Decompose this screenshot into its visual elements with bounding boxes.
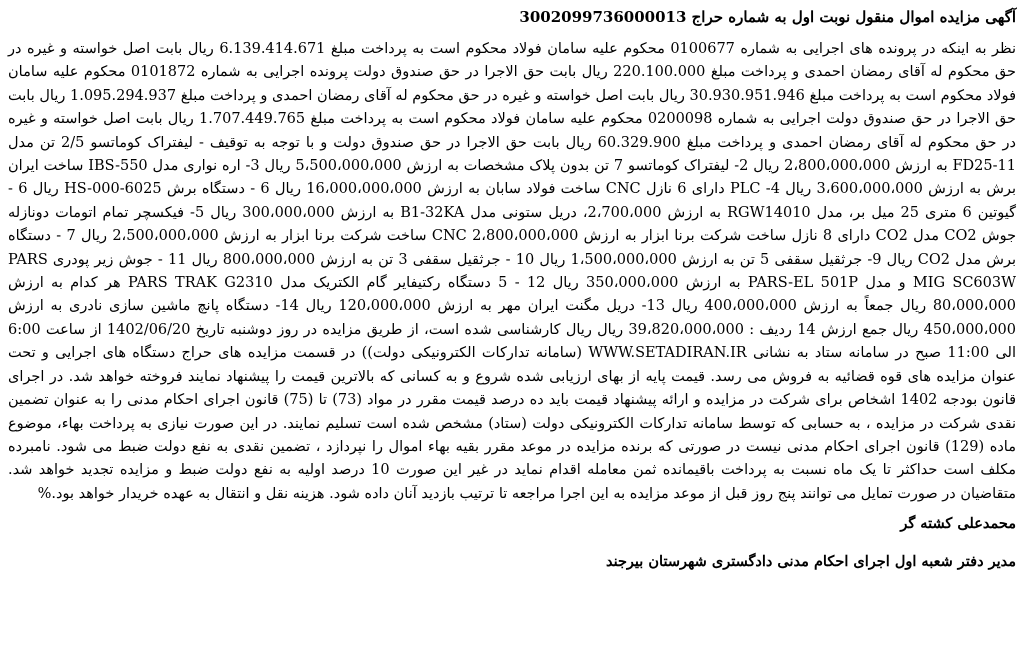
- auction-notice: [8, 6, 1016, 573]
- notice-title: آگهی مزایده اموال منقول نوبت اول به شماره حراج 3002099736000013: [519, 8, 1016, 26]
- notice-body: نظر به اینکه در پرونده های اجرایی به شماره 0100677 محکوم علیه سامان فولاد محکوم است به پرداخت مبلغ 6.139.414.671 ریال بابت اصل خواسته و غیره در حق محکوم له آقای رمضان احمدی و پرداخت مبلغ 220.100.000 ریال بابت حق الاجرا در حق صندوق دولت پرونده اجرایی به شماره 0101872 محکوم علیه سامان فولاد محکوم است به پرداخت مبلغ 30.930.951.946 ریال بابت اصل خواسته و غیره در حق محکوم له آقای رمضان احمدی و پرداخت مبلغ 1.095.294.937 ریال بابت حق الاجرا در حق صندوق دولت اجرایی به شماره 0200098 محکوم علیه سامان فولاد محکوم است به پرداخت مبلغ 1.707.449.765 ریال بابت اصل خواسته و غیره در حق محکوم له آقای رمضان احمدی و پرداخت مبلغ 60.329.900 ریال بابت حق الاجرا در حق صندوق دولت و با توجه به توقیف - لیفتراک کوماتسو 2/5 تن مدل FD25-11 به ارزش 2،800،000،000 ریال 2- لیفتراک کوماتسو 7 تن بدون پلاک مشخصات به ارزش 5،500،000،000 ریال 3- اره نواری مدل IBS-550 ساخت ایران برش به ارزش 3،600،000،000 ریال 4- PLC دارای 6 نازل CNC ساخت فولاد سابان به ارزش 16،000،000،000 ریال 6 - دستگاه برش 6025-HS-000 ریال 6 - گیوتین 6 متری 25 میل بر، مدل RGW14010 به ارزش 2،700،000، دریل ستونی مدل B1-32KA به ارزش 300،000،000 ریال 5- فیکسچر تمام اتومات دونازله جوش CO2 مدل CO2 دارای 8 نازل ساخت شرکت برنا ابزار به ارزش 2،800،000،000 CNC ساخت شرکت برنا ابزار به ارزش 2،500،000،000 ریال 7 - دستگاه برش مدل CO2 ریال 9- جرثقیل سقفی 5 تن به ارزش 1،500،000،000 ریال 10 - جرثقیل سقفی 3 تن به ارزش 800،000،000 ریال 11 - جوش زیر پودری PARS MIG SC603W و مدل PARS-EL 501P به ارزش 350،000،000 ریال 12 - 5 دستگاه رکتیفایر گام الکتریک مدل PARS TRAK G2310 هر کدام به ارزش 80،000،000 ریال جمعاً به ارزش 400،000،000 ریال 13- دریل مگنت ایران مهر به ارزش 120،000،000 ریال 14- دستگاه پانچ ماشین سازی نادری به ارزش 450،000،000 ریال جمع ارزش 14 ردیف : 39،820،000،000 ریال ریال کارشناسی شده است، از طریق مزایده در روز دوشنبه تاریخ 1402/06/20 از ساعت 6:00 الی 11:00 صبح در سامانه ستاد به نشانی WWW.SETADIRAN.IR (سامانه تدارکات الکترونیکی دولت)) در قسمت مزایده های حراج دستگاه های اجرایی و تحت عنوان مزایده های قوه قضائیه به فروش می رسد. قیمت پایه از بهای ارزیابی شده شروع و به کسانی که بالاترین قیمت را پیشنهاد نمایند فروخته خواهد شد. در اجرای قانون بودجه 1402 اشخاص برای شرکت در مزایده و ارائه پیشنهاد قیمت باید ده درصد قیمت مقرر در مواد (73) تا (75) قانون اجرای احکام مدنی را به عنوان تضمین نقدی شرکت در مزایده ، به حسابی که توسط سامانه تدارکات الکترونیکی دولت (ستاد) مشخص شده است تسلیم نمایند. در این صورت نیازی به پرداخت بهاء، موضوع ماده (129) قانون اجرای احکام مدنی نیست در صورتی که برنده مزایده در موعد مقرر بقیه بهاء اموال را نپردازد ، تضمین نقدی به نفع دولت ضبط می شود. نامبرده مکلف است حداکثر تا یک ماه نسبت به پرداخت باقیمانده ثمن معامله اقدام نماید در غیر این صورت 10 درصد اولیه به نفع دولت ضبط و مزایده تجدید خواهد شد. متقاضیان در صورت تمایل می توانند پنج روز قبل از موعد مزایده به این اجرا مراجعه تا ترتیب بازدید آنان داده شود. هزینه نقل و انتقال به عهده خریدار خواهد بود.%: [8, 41, 1017, 502]
- signer-name: محمدعلی کشته گر: [900, 515, 1016, 533]
- signer-title: مدیر دفتر شعبه اول اجرای احکام مدنی دادگستری شهرستان بیرجند: [605, 552, 1016, 570]
